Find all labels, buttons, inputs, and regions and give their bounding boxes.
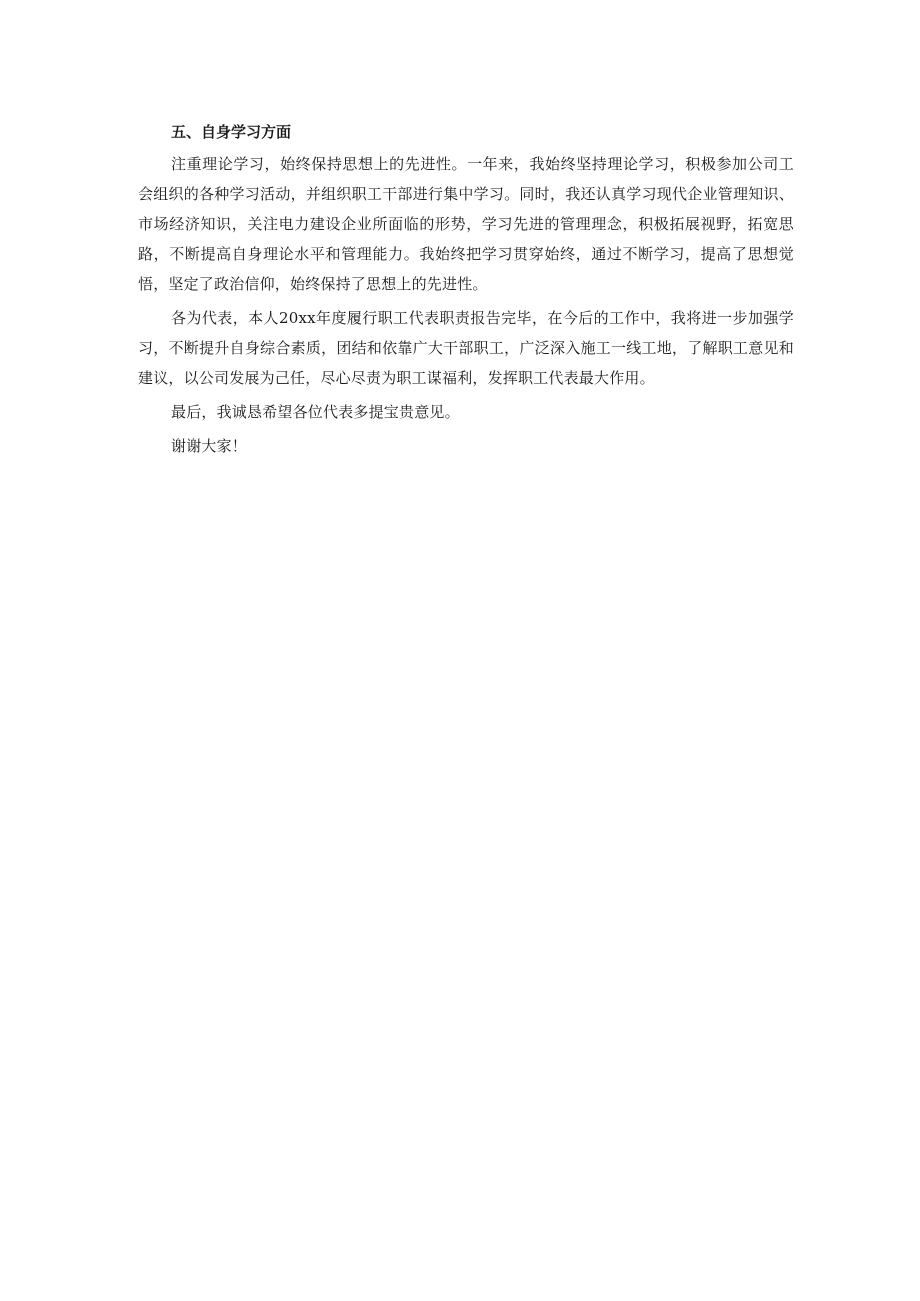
paragraph-request-feedback: 最后，我诚恳希望各位代表多提宝贵意见。 [171,403,460,421]
section-heading: 五、自身学习方面 [171,123,292,141]
paragraph-thanks: 谢谢大家！ [171,437,248,455]
paragraph-closing-report: 各为代表，本人20xx年度履行职工代表职责报告完毕，在今后的工作中，我将进一步加强学习，不断提升自身综合素质，团结和依靠广大干部职工，广泛深入施工一线工地，了解职工意见和建议，以公司发展为己任，尽心尽责为职工谋福利，发挥职工代表最大作用。 [138,309,794,387]
document-body [138,117,794,465]
paragraph-study: 注重理论学习，始终保持思想上的先进性。一年来，我始终坚持理论学习，积极参加公司工会组织的各种学习活动，并组织职工干部进行集中学习。同时，我还认真学习现代企业管理知识、市场经济知识，关注电力建设企业所面临的形势，学习先进的管理理念，积极拓展视野，拓宽思路，不断提高自身理论水平和管理能力。我始终把学习贯穿始终，通过不断学习，提高了思想觉悟，坚定了政治信仰，始终保持了思想上的先进性。 [138,155,794,293]
